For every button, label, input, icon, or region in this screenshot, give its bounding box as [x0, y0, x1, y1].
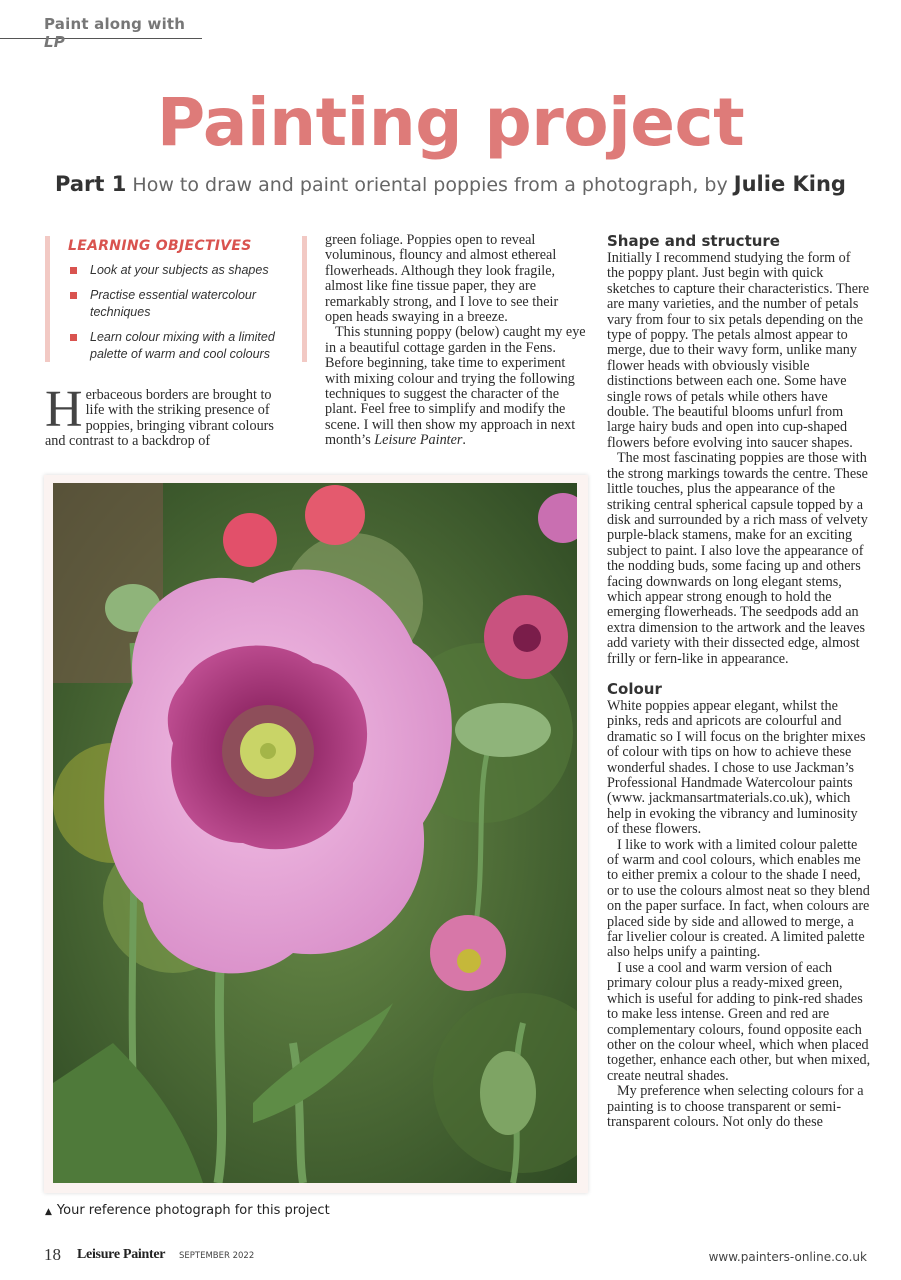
- body-paragraph: green foliage. Poppies open to reveal voluminous, flouncy and almost ethereal flowerheads. Although they look fragile, almost like fine tissue paper, they are remarkably strong, and I love to see their open heads swaying in a breeze.: [325, 232, 559, 326]
- body-text: This stunning poppy (below) caught my eye in a beautiful cottage garden in the Fens. Before beginning, take time to experiment with mixing colour and trying the following techniques to suggest the character of the plant. Feel free to simplify and modify the scene. I will then show my approach in next month’s: [325, 324, 586, 449]
- section-tag-abbrev: LP: [44, 33, 65, 51]
- bullet-square-icon: [70, 292, 77, 299]
- page-subtitle: [0, 172, 901, 196]
- page-title: Painting project: [156, 84, 745, 161]
- intro-paragraph: [45, 381, 290, 450]
- intro-text: erbaceous borders are brought to life with the striking presence of poppies, bringing vibrant colours and contrast to a backdrop of: [45, 387, 274, 450]
- body-paragraph: The most fascinating poppies are those with the strong markings towards the centre. These little touches, plus the appearance of the striking central spherical capsule topped by a disk and surrounded by a rich mass of velvety purple-black stamens, make for an exciting subject to paint. I also love the appearance of the nodding buds, some facing up and others facing downwards on long elegant stems, which appear strong enough to hold the emerging flowerheads. The seedpods add an extra dimension to the artwork and the leaves add variety with their dissected edge, almost frilly or fern-like in appearance.: [607, 450, 868, 667]
- learning-objectives-box: [45, 236, 307, 362]
- body-paragraph: I like to work with a limited colour palette of warm and cool colours, which enables me to either premix a colour to the shade I need, or to use the colours almost neat so they blend on the paper surface. In fact, when colours are placed side by side and allowed to merge, a far livelier colour is created. A limited palette also helps unify a painting.: [607, 836, 870, 961]
- objectives-heading: LEARNING OBJECTIVES: [68, 238, 252, 254]
- objectives-list: [68, 262, 286, 371]
- article-column-2: [325, 233, 587, 449]
- section-tag: [0, 10, 202, 51]
- objective-item: [68, 262, 286, 279]
- reference-photo: [53, 483, 577, 1183]
- objective-text: Look at your subjects as shapes: [90, 263, 269, 277]
- body-paragraph: My preference when selecting colours for a painting is to choose transparent or semi-transparent colours. Not only do these: [607, 1083, 864, 1130]
- section-heading-colour: Colour: [607, 679, 662, 698]
- objective-item: [68, 329, 286, 363]
- article-column-3: [607, 233, 871, 1130]
- body-paragraph: White poppies appear elegant, whilst the pinks, reds and apricots are colourful and dramatic so I will focus on the brighter mixes of colour with tips on how to achieve these wonderful shades. I chose to use Jackman’s Professional Handmade Watercolour paints (www. jackmansartmaterials.co.uk), which help in evoking the vibrancy and luminosity of these flowers.: [607, 697, 866, 838]
- issue-date: SEPTEMBER 2022: [179, 1251, 255, 1261]
- drop-cap: H: [45, 381, 83, 438]
- part-label: Part 1: [55, 172, 127, 196]
- bullet-square-icon: [70, 267, 77, 274]
- section-heading-shape: Shape and structure: [607, 232, 780, 250]
- body-text: .: [462, 432, 466, 449]
- objective-item: [68, 287, 286, 321]
- author-name: Julie King: [733, 172, 846, 196]
- photo-caption: [45, 1203, 330, 1218]
- page-number: 18: [44, 1245, 61, 1264]
- objective-text: Practise essential watercolour techniques: [90, 288, 257, 319]
- magazine-reference: Leisure Painter: [374, 432, 463, 449]
- magazine-logo: Leisure Painter: [77, 1247, 166, 1262]
- section-tag-prefix: Paint along with: [44, 15, 186, 33]
- body-paragraph: Initially I recommend studying the form of the poppy plant. Just begin with quick sketches to capture their characteristics. There are many varieties, and the number of petals vary from four to six petals depending on the type of poppy. The petals almost appear to merge, due to their wavy form, unlike many flower heads with obviously visible distinctions between each one. Some have single rows of petals while others have double. The beautiful blooms unfurl from large hairy buds and open into cup-shaped flowers before evolving into saucer shapes.: [607, 250, 870, 451]
- triangle-up-icon: ▲: [45, 1207, 52, 1217]
- website-url: www.painters-online.co.uk: [708, 1250, 867, 1264]
- caption-text: Your reference photograph for this project: [56, 1203, 330, 1218]
- body-paragraph: [325, 325, 587, 448]
- subtitle-text: How to draw and paint oriental poppies from a photograph, by: [132, 174, 728, 196]
- bullet-square-icon: [70, 334, 77, 341]
- body-paragraph: I use a cool and warm version of each primary colour plus a ready-mixed green, which is useful for adding to pink-red shades to make less intense. Green and red are complementary colours, found opposite each other on the colour wheel, which when placed together, enhance each other, but when mixed, create neutral shades.: [607, 959, 871, 1084]
- objective-text: Learn colour mixing with a limited palette of warm and cool colours: [90, 330, 275, 361]
- poppy-photo-illustration: [53, 483, 577, 1183]
